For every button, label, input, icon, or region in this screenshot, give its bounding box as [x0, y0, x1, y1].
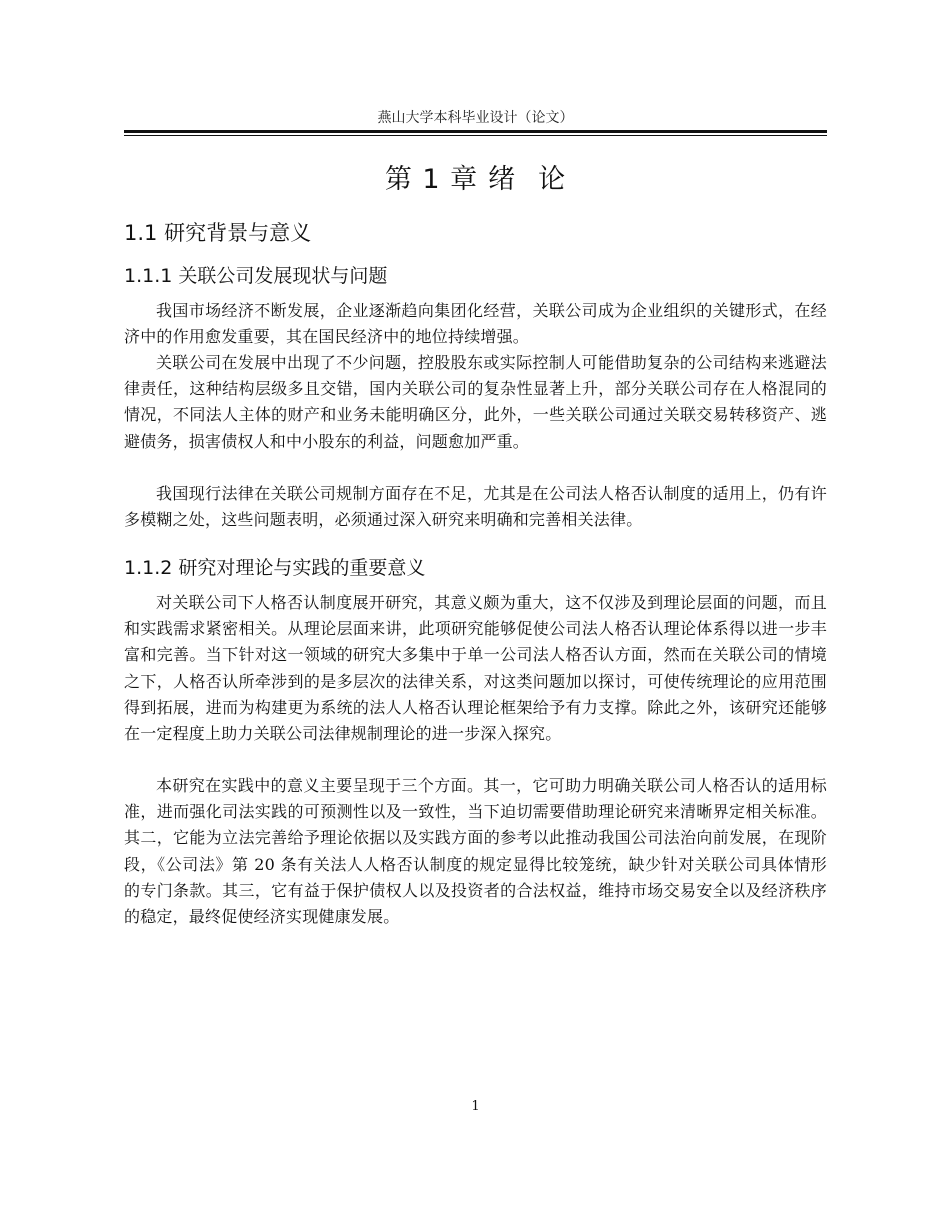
- paragraph-1-1-1-b: 关联公司在发展中出现了不少问题，控股股东或实际控制人可能借助复杂的公司结构来逃避法律责任，这种结构层级多且交错，国内关联公司的复杂性显著上升，部分关联公司存在人格混同的情况，不同法人主体的财产和业务未能明确区分，此外，一些关联公司通过关联交易转移资产、逃避债务，损害债权人和中小股东的利益，问题愈加严重。: [124, 353, 827, 451]
- chapter-title-part2: 论: [538, 164, 567, 195]
- section-heading-1-1: 1.1 研究背景与意义: [124, 221, 312, 245]
- paragraph-1-1-1-a: 我国市场经济不断发展，企业逐渐趋向集团化经营，关联公司成为企业组织的关键形式，在经济中的作用愈发重要，其在国民经济中的地位持续增强。: [124, 301, 827, 347]
- chapter-title-part1: 绪: [488, 164, 517, 195]
- section-heading-1-1-1: 1.1.1 关联公司发展现状与问题: [124, 265, 388, 287]
- paragraph-1-1-2-a: 对关联公司下人格否认制度展开研究，其意义颇为重大，这不仅涉及到理论层面的问题，而且和实践需求紧密相关。从理论层面来讲，此项研究能够促使公司法人格否认理论体系得以进一步丰富和完善。当下针对这一领域的研究大多集中于单一公司法人格否认方面，然而在关联公司的情境之下，人格否认所牵涉到的是多层次的法律关系，对这类问题加以探讨，可使传统理论的应用范围得到拓展，进而为构建更为系统的法人人格否认理论框架给予有力支撑。除此之外，该研究还能够在一定程度上助力关联公司法律规制理论的进一步深入探究。: [124, 593, 827, 744]
- paragraph-1-1-2-b: 本研究在实践中的意义主要呈现于三个方面。其一，它可助力明确关联公司人格否认的适用标准，进而强化司法实践的可预测性以及一致性，当下迫切需要借助理论研究来清晰界定相关标准。其二，它能为立法完善给予理论依据以及实践方面的参考以此推动我国公司法治向前发展，在现阶段，《公司法》第 20 条有关法人人格否认制度的规定显得比较笼统，缺少针对关联公司具体情形的专门条款。其三，它有益于保护债权人以及投资者的合法权益，维持市场交易安全以及经济秩序的稳定，最终促使经济实现健康发展。: [124, 776, 827, 927]
- section-heading-1-1-2: 1.1.2 研究对理论与实践的重要意义: [124, 557, 426, 579]
- header-rule-thick: [124, 130, 827, 133]
- paragraph-1-1-1-c: 我国现行法律在关联公司规制方面存在不足，尤其是在公司法人格否认制度的适用上，仍有许多模糊之处，这些问题表明，必须通过深入研究来明确和完善相关法律。: [124, 484, 827, 530]
- running-header: 燕山大学本科毕业设计（论文）: [377, 110, 574, 126]
- page-number: 1: [471, 1099, 480, 1114]
- header-rule-thin: [124, 135, 827, 136]
- chapter-title: [124, 160, 827, 200]
- chapter-number: 第 1 章: [384, 164, 479, 195]
